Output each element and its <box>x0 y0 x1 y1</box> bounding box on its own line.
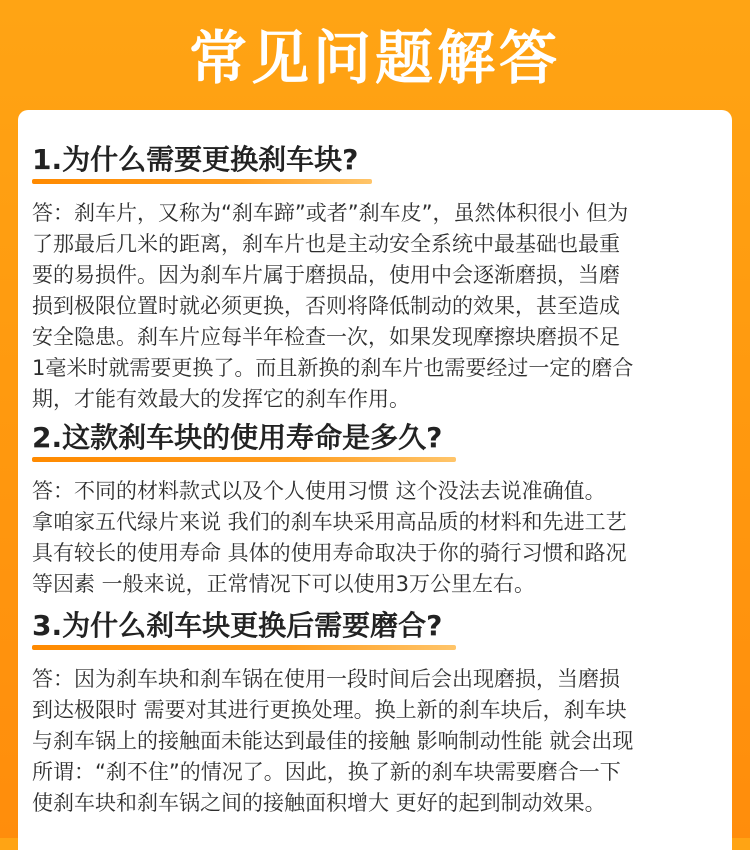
faq-item-2 <box>32 418 732 600</box>
question-heading <box>32 140 372 180</box>
question-text: 3.为什么刹车块更换后需要磨合? <box>32 609 443 642</box>
question-heading <box>32 418 456 458</box>
question-text: 2.这款刹车块的使用寿命是多久? <box>32 421 443 454</box>
answer-text: 答：不同的材料款式以及个人使用习惯 这个没法去说准确值。 拿咱家五代绿片来说 我们的刹车块采用高品质的材料和先进工艺 具有较长的使用寿命 具体的使用寿命取决于你的骑行习惯和路况 等因素 一般来说，正常情况下可以使用3万公里左右。 <box>32 479 627 596</box>
page-title: 常见问题解答 <box>188 24 561 92</box>
answer-text: 答：因为刹车块和刹车锅在使用一段时间后会出现磨损，当磨损 到达极限时 需要对其进行更换处理。换上新的刹车块后，刹车块 与刹车锅上的接触面未能达到最佳的接触 影响制动性能 就会出现 所谓：“刹不住”的情况了。因此，换了新的刹车块需要磨合一下 使刹车块和刹车锅之间的接触面积增大 更好的起到制动效果。 <box>32 667 634 815</box>
question-text: 1.为什么需要更换刹车块? <box>32 143 359 176</box>
faq-item-3 <box>32 606 732 819</box>
answer-text: 答：刹车片，又称为“刹车蹄”或者”刹车皮”，虽然体积很小 但为 了那最后几米的距离，刹车片也是主动安全系统中最基础也最重 要的易损件。因为刹车片属于磨损品，使用中会逐渐磨损，当磨 损到极限位置时就必须更换，否则将降低制动的效果，甚至造成 安全隐患。刹车片应每半年检查一次，如果发现摩擦块磨损不足 1毫米时就需要更换了。而且新换的刹车片也需要经过一定的磨合 期，才能有效最大的发挥它的刹车作用。 <box>32 201 634 411</box>
faq-item-1 <box>32 140 732 415</box>
question-heading <box>32 606 456 646</box>
